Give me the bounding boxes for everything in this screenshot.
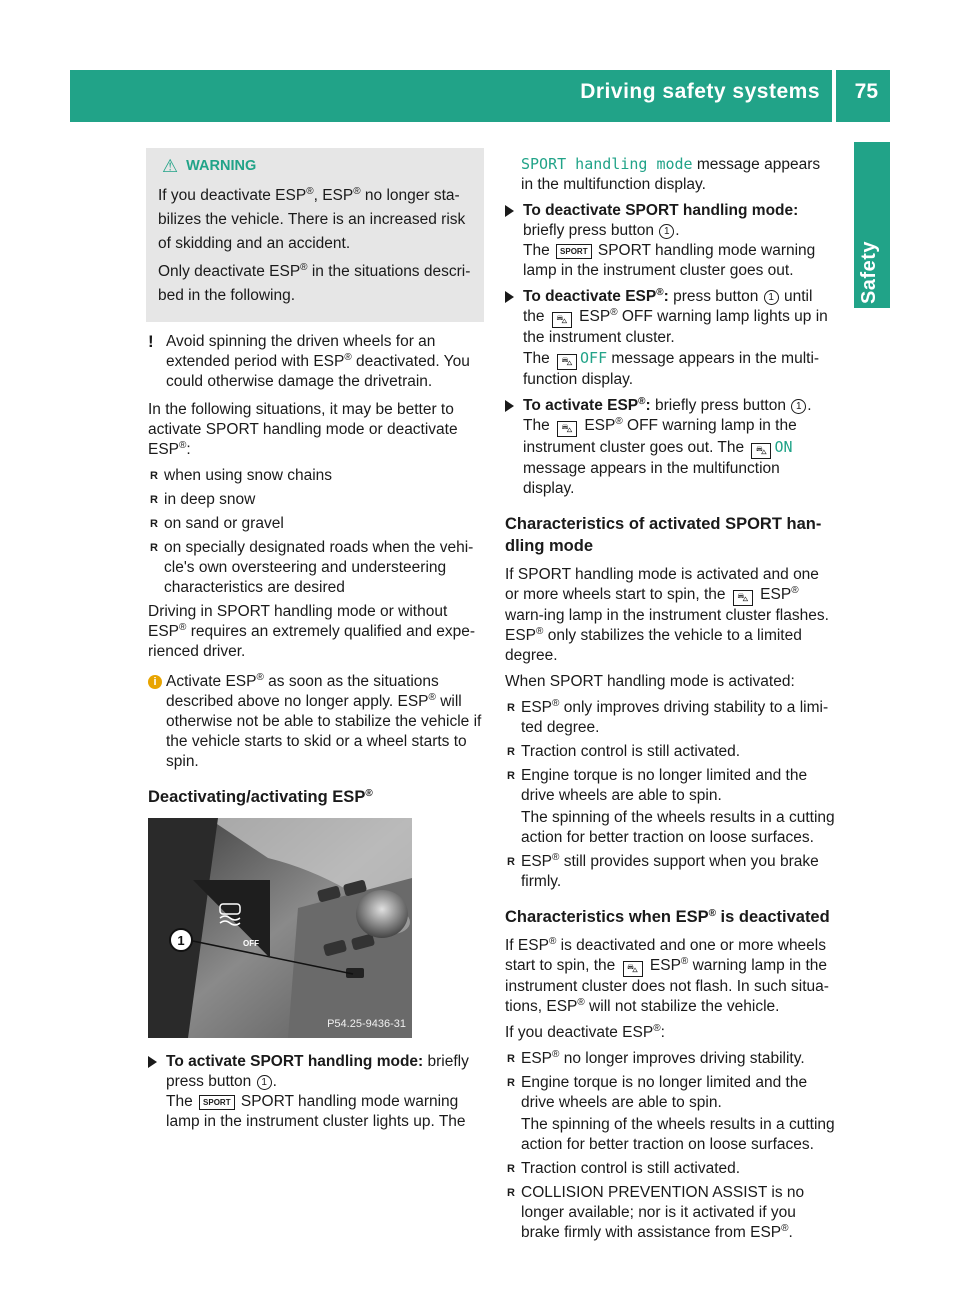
console-photo: [148, 818, 412, 1038]
header-bar: [70, 70, 890, 122]
esp-off-text: If ESP® is deactivated and one or more wheels start to spin, the ⛍ ESP® warning lamp in the instrument cluster does not flash. In such situa-tions, ESP® will not stabilize the vehicle.: [505, 936, 829, 1015]
esp-icon: ⛍: [733, 590, 753, 606]
list-item: R in deep snow: [150, 491, 256, 508]
list-item: R Traction control is still activated.: [507, 743, 741, 760]
sport-characteristics-list: [505, 698, 835, 892]
esp-off-icon: ⛍: [552, 312, 572, 328]
sport-activated-intro: When SPORT handling mode is activated:: [505, 673, 795, 690]
warning-box: [146, 148, 484, 322]
list-item: R when using snow chains: [150, 467, 333, 484]
warning-title: WARNING: [186, 158, 257, 174]
sport-icon: SPORT: [556, 244, 592, 259]
list-item: R ESP® still provides support when you brake firmly.: [507, 852, 819, 890]
list-item: R ESP® no longer improves driving stability.: [507, 1049, 805, 1067]
esp-icon: ⛍: [557, 354, 577, 370]
heading-esp-deactivated: Characteristics when ESP® is deactivated: [505, 908, 830, 926]
list-item: R on sand or gravel: [150, 515, 284, 532]
step-arrow-icon: [505, 205, 514, 217]
header-divider: [832, 70, 836, 122]
esp-icon: ⛍: [623, 961, 643, 977]
esp-off-intro: If you deactivate ESP®:: [505, 1023, 665, 1041]
button-1-icon: 1: [791, 399, 806, 414]
info-icon: i: [148, 675, 162, 689]
warning-text-2: Only deactivate ESP® in the situations descri-bed in the following.: [158, 262, 471, 304]
info-note: i Activate ESP® as soon as the situations described above no longer apply. ESP® will otherwise not be able to stabilize the vehicle if the vehicle starts to skid or a wheel starts to spin.: [148, 672, 484, 772]
list-item: R on specially designated roads when the vehi-cle's own oversteering and understeering characteristics are desired: [150, 539, 474, 596]
photo-code: P54.25-9436-31: [327, 1018, 406, 1030]
side-tab-safety: [854, 142, 890, 308]
step-arrow-icon: [148, 1056, 157, 1068]
button-1-icon: 1: [257, 1075, 272, 1090]
warning-header: [158, 156, 474, 176]
step-arrow-icon: [505, 291, 514, 303]
sport-message-text: SPORT handling mode message appears in the multifunction display.: [521, 155, 821, 193]
section-title: Driving safety systems: [580, 80, 820, 103]
step-activate-sport: To activate SPORT handling mode: briefly press button 1 . The SPORT SPORT handling mode warning lamp in the instrument cluster lights up. The: [148, 1052, 484, 1132]
caution-icon: !: [148, 332, 154, 351]
step-deactivate-esp: To deactivate ESP®: press button 1 until the ⛍ ESP® OFF warning lamp lights up in the instrument cluster. The ⛍ OFF message appears in the multi-function display.: [505, 287, 835, 390]
sport-icon: SPORT: [199, 1095, 235, 1110]
situations-intro: In the following situations, it may be better to activate SPORT handling mode or deactivate ESP®:: [148, 401, 458, 458]
warning-triangle-icon: ⚠: [162, 156, 179, 176]
esp-icon: ⛍: [751, 443, 771, 459]
list-item: R COLLISION PREVENTION ASSIST is no longer available; nor is it activated if you brake firmly with assistance from ESP®.: [507, 1184, 805, 1241]
side-tab-label: Safety: [858, 240, 880, 304]
list-item: R Engine torque is no longer limited and the drive wheels are able to spin. The spinning of the wheels results in a cutting action for better traction on loose surfaces.: [507, 1074, 835, 1153]
step-activate-esp: To activate ESP®: briefly press button 1 . The ⛍ ESP® OFF warning lamp in the instrument cluster goes out. The ⛍ ON message appears in the multifunction display.: [505, 396, 835, 499]
step-arrow-icon: [505, 400, 514, 412]
photo-off-label: OFF: [243, 939, 259, 948]
left-column: [148, 148, 484, 1138]
right-column: [505, 154, 835, 1247]
list-item: R Traction control is still activated.: [507, 1160, 741, 1177]
display-message-on: ON: [774, 438, 793, 456]
step-deactivate-sport: To deactivate SPORT handling mode: briefly press button 1 . The SPORT SPORT handling mode warning lamp in the instrument cluster goes out.: [505, 201, 835, 281]
warning-text-1: If you deactivate ESP®, ESP® no longer sta-bilizes the vehicle. There is an increased risk of skidding and an accident.: [158, 186, 466, 252]
situations-list: [148, 466, 484, 598]
page-number: 75: [854, 80, 878, 103]
sport-mode-text: Driving in SPORT handling mode or without ESP® requires an extremely qualified and expe-rienced driver.: [148, 603, 476, 660]
heading-sport-characteristics: Characteristics of activated SPORT han-dling mode: [505, 515, 822, 555]
list-item: R Engine torque is no longer limited and the drive wheels are able to spin. The spinning of the wheels results in a cutting action for better traction on loose surfaces.: [507, 767, 835, 846]
display-message-sport: SPORT handling mode: [521, 155, 693, 173]
esp-off-list: [505, 1049, 835, 1243]
callout-number: 1: [177, 933, 185, 948]
esp-off-icon: ⛍: [557, 421, 577, 437]
heading-deactivating-esp: Deactivating/activating ESP®: [148, 788, 373, 806]
button-1-icon: 1: [764, 290, 779, 305]
button-1-icon: 1: [659, 224, 674, 239]
console-illustration: [148, 818, 412, 1038]
list-item: R ESP® only improves driving stability to a limi-ted degree.: [507, 698, 829, 736]
caution-note: ! Avoid spinning the driven wheels for an extended period with ESP® deactivated. You could otherwise damage the drivetrain.: [148, 332, 470, 390]
sport-characteristics-text: If SPORT handling mode is activated and one or more wheels start to spin, the ⛍ ESP® warn-ing lamp in the instrument cluster flashes. ESP® only stabilizes the vehicle to a limited degree.: [505, 566, 829, 664]
display-message-off: OFF: [580, 349, 608, 367]
